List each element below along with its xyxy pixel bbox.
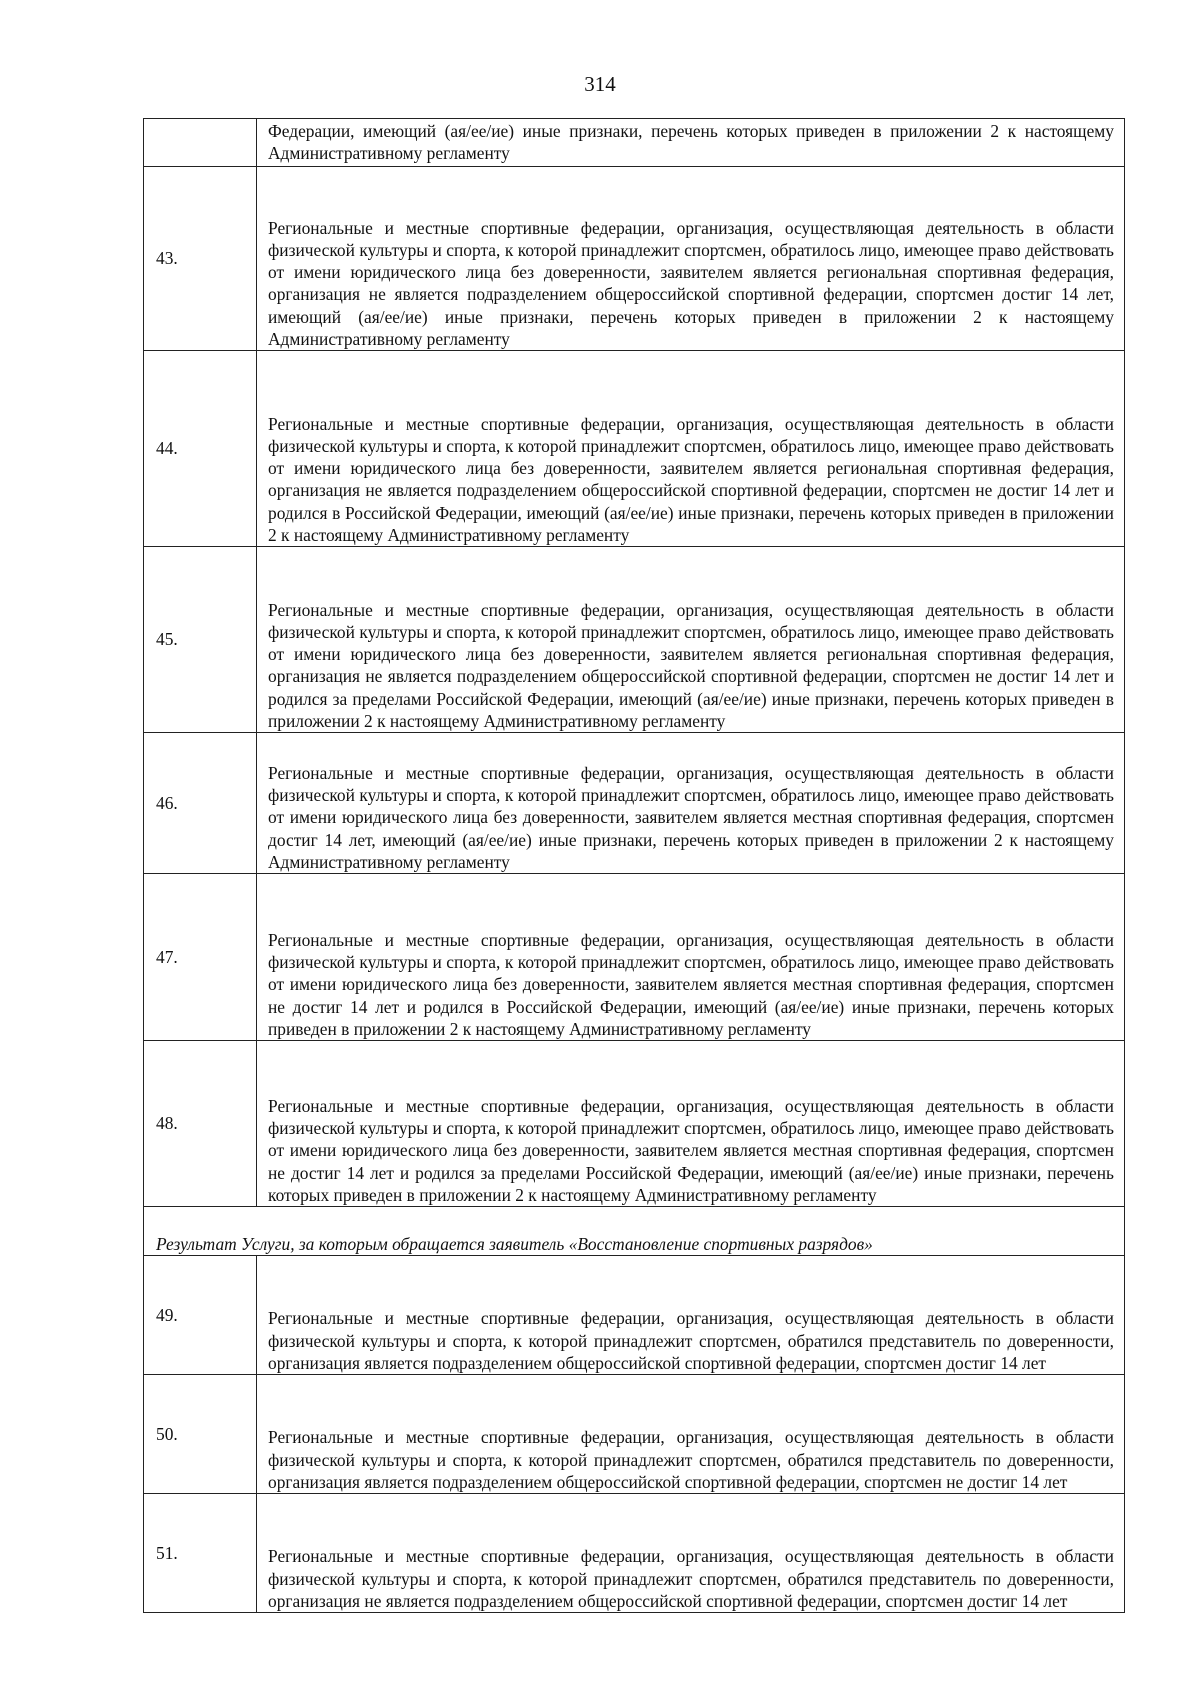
row-number: 44. (144, 351, 257, 547)
row-number: 46. (144, 733, 257, 874)
table-row (144, 547, 1125, 733)
row-text: Региональные и местные спортивные федерации, организация, осуществляющая деятельность в области физической культуры и спорта, к которой принадлежит спортсмен, обратился представитель по доверенности, организация не является подразделением общероссийской спортивной федерации, спортсмен достиг 14 лет (257, 1494, 1125, 1613)
row-text: Региональные и местные спортивные федерации, организация, осуществляющая деятельность в области физической культуры и спорта, к которой принадлежит спортсмен, обратился представитель по доверенности, организация является подразделением общероссийской спортивной федерации, спортсмен не достиг 14 лет (257, 1375, 1125, 1494)
row-text: Федерации, имеющий (ая/ее/ие) иные признаки, перечень которых приведен в приложении 2 к настоящему Административному регламенту (257, 119, 1125, 167)
row-number: 50. (144, 1375, 257, 1494)
table-row (144, 119, 1125, 167)
row-number: 47. (144, 874, 257, 1041)
table-row (144, 1494, 1125, 1613)
row-number (144, 119, 257, 167)
row-number: 48. (144, 1041, 257, 1207)
row-text: Региональные и местные спортивные федерации, организация, осуществляющая деятельность в области физической культуры и спорта, к которой принадлежит спортсмен, обратилось лицо, имеющее право действовать от имени юридического лица без доверенности, заявителем является региональная спортивная федерация, организация не является подразделением общероссийской спортивной федерации, спортсмен не достиг 14 лет и родился в Российской Федерации, имеющий (ая/ее/ие) иные признаки, перечень которых приведен в приложении 2 к настоящему Административному регламенту (257, 351, 1125, 547)
table-row (144, 351, 1125, 547)
page-number: 314 (584, 72, 616, 96)
row-number: 45. (144, 547, 257, 733)
table-row (144, 733, 1125, 874)
row-number: 51. (144, 1494, 257, 1613)
table-row (144, 874, 1125, 1041)
row-text: Региональные и местные спортивные федерации, организация, осуществляющая деятельность в области физической культуры и спорта, к которой принадлежит спортсмен, обратился представитель по доверенности, организация является подразделением общероссийской спортивной федерации, спортсмен достиг 14 лет (257, 1256, 1125, 1375)
table-row (144, 1256, 1125, 1375)
row-text: Региональные и местные спортивные федерации, организация, осуществляющая деятельность в области физической культуры и спорта, к которой принадлежит спортсмен, обратилось лицо, имеющее право действовать от имени юридического лица без доверенности, заявителем является региональная спортивная федерация, организация не является подразделением общероссийской спортивной федерации, спортсмен достиг 14 лет, имеющий (ая/ее/ие) иные признаки, перечень которых приведен в приложении 2 к настоящему Административному регламенту (257, 167, 1125, 351)
row-text: Региональные и местные спортивные федерации, организация, осуществляющая деятельность в области физической культуры и спорта, к которой принадлежит спортсмен, обратилось лицо, имеющее право действовать от имени юридического лица без доверенности, заявителем является местная спортивная федерация, спортсмен не достиг 14 лет и родился в Российской Федерации, имеющий (ая/ее/ие) иные признаки, перечень которых приведен в приложении 2 к настоящему Административному регламенту (257, 874, 1125, 1041)
row-text: Региональные и местные спортивные федерации, организация, осуществляющая деятельность в области физической культуры и спорта, к которой принадлежит спортсмен, обратилось лицо, имеющее право действовать от имени юридического лица без доверенности, заявителем является местная спортивная федерация, спортсмен достиг 14 лет, имеющий (ая/ее/ие) иные признаки, перечень которых приведен в приложении 2 к настоящему Административному регламенту (257, 733, 1125, 874)
table-row (144, 167, 1125, 351)
table-row (144, 1041, 1125, 1207)
row-number: 49. (144, 1256, 257, 1375)
regulation-table (143, 118, 1125, 1613)
row-text: Региональные и местные спортивные федерации, организация, осуществляющая деятельность в области физической культуры и спорта, к которой принадлежит спортсмен, обратилось лицо, имеющее право действовать от имени юридического лица без доверенности, заявителем является местная спортивная федерация, спортсмен не достиг 14 лет и родился за пределами Российской Федерации, имеющий (ая/ее/ие) иные признаки, перечень которых приведен в приложении 2 к настоящему Административному регламенту (257, 1041, 1125, 1207)
table-row (144, 1375, 1125, 1494)
row-number: 43. (144, 167, 257, 351)
row-text: Региональные и местные спортивные федерации, организация, осуществляющая деятельность в области физической культуры и спорта, к которой принадлежит спортсмен, обратилось лицо, имеющее право действовать от имени юридического лица без доверенности, заявителем является региональная спортивная федерация, организация не является подразделением общероссийской спортивной федерации, спортсмен не достиг 14 лет и родился за пределами Российской Федерации, имеющий (ая/ее/ие) иные признаки, перечень которых приведен в приложении 2 к настоящему Административному регламенту (257, 547, 1125, 733)
section-title: Результат Услуги, за которым обращается заявитель «Восстановление спортивных разрядов» (144, 1207, 1125, 1256)
section-row (144, 1207, 1125, 1256)
